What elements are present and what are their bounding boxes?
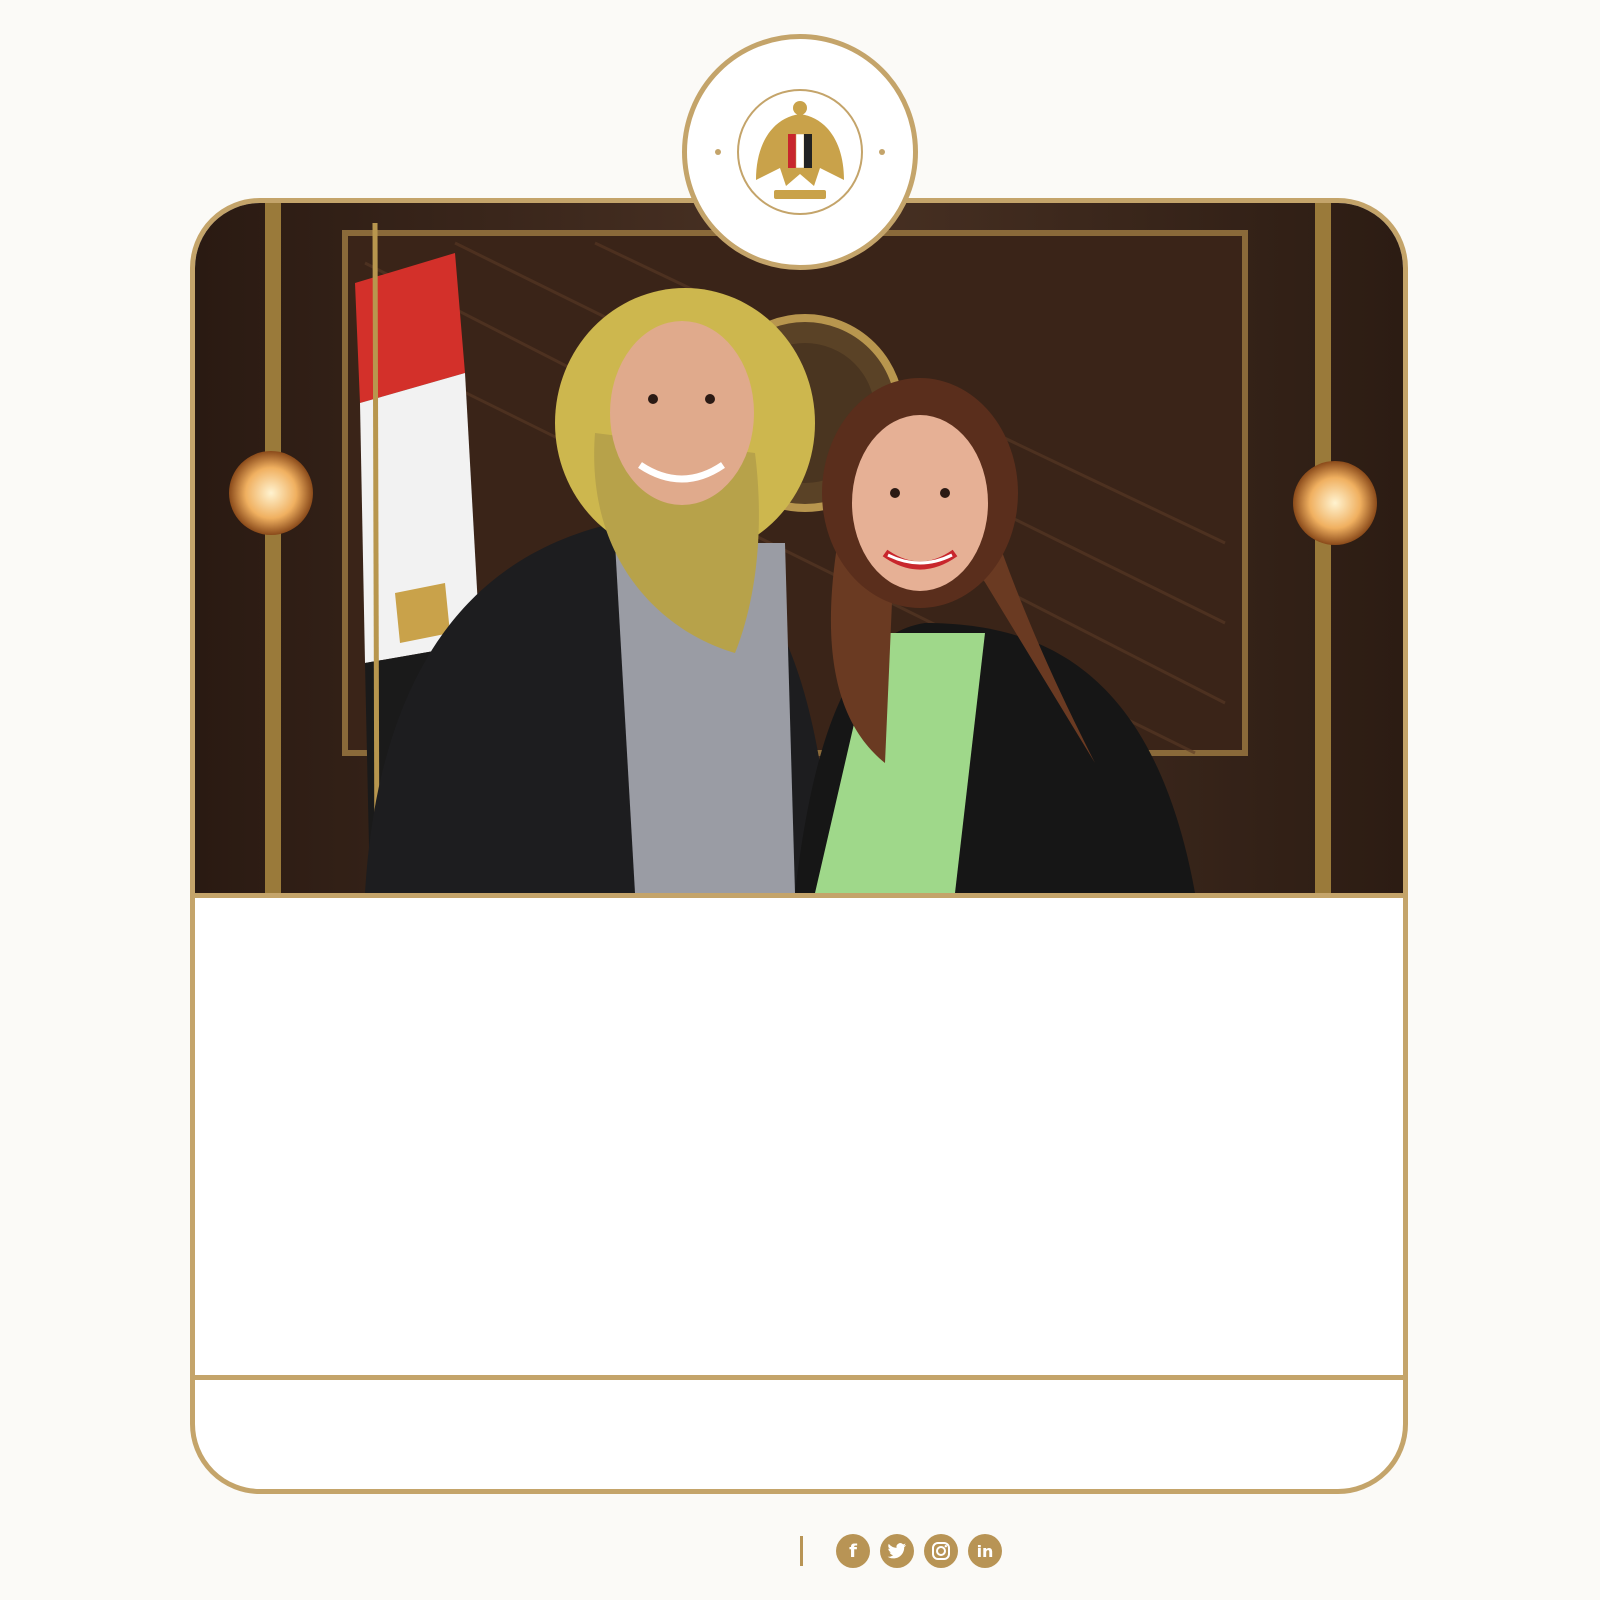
social-footer xyxy=(0,1534,1600,1574)
linkedin-icon[interactable]: in xyxy=(968,1534,1002,1568)
instagram-icon[interactable] xyxy=(924,1534,958,1568)
ministry-logo xyxy=(682,34,918,270)
content-card xyxy=(190,198,1408,1494)
facebook-icon[interactable]: f xyxy=(836,1534,870,1568)
footer-separator xyxy=(800,1536,803,1566)
twitter-icon[interactable] xyxy=(880,1534,914,1568)
social-icons xyxy=(836,1534,1002,1568)
meeting-photo xyxy=(195,203,1403,898)
section-divider xyxy=(195,1375,1403,1380)
